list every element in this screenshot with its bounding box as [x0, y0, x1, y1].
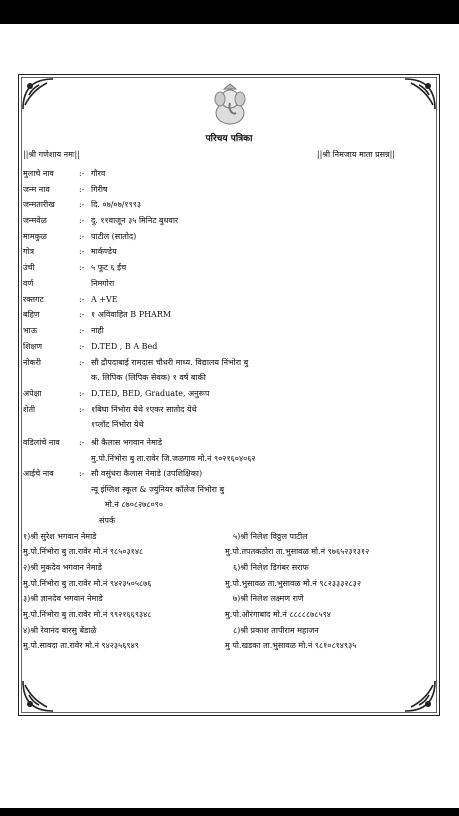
reference-address: मु.पो.भुसावळ ता.भुसावळ मो.नं ९८२३३३२८३२ — [225, 579, 361, 588]
reference-address: मु.पो.निंभोरा बु ता.रावेर मो.नं ९४२३५०५८७६ — [23, 579, 152, 588]
reference-name: ८)श्री प्रकाश तापीराम महाजन — [233, 626, 319, 635]
field-continuation: मो.नं ८७०८२७८०९० — [105, 500, 163, 509]
field-continuation: न्यू इंग्लिश स्कूल & ज्युनियर कॉलेज निंभोरा बु — [91, 485, 225, 494]
corner-ornament-icon — [403, 77, 437, 111]
reference-name: ७)श्री निलेश लक्ष्मण राणे — [233, 594, 304, 603]
reference-address: मु.पो.सावदा ता.रावेर मो.नं ९४२३५६९४९ — [23, 641, 139, 650]
corner-ornament-icon — [403, 679, 437, 713]
reference-name: २)श्री मुकदेव भगवान नेमाडे — [23, 563, 102, 572]
contact-heading: संपर्क — [99, 516, 116, 525]
reference-address: मु.पो.तपतकठोरा ता.भुसावळ मो.नं ९७६५२३१३१२ — [225, 547, 370, 556]
reference-name: १)श्री सुरेश भगवान नेमाडे — [23, 532, 97, 541]
field-row: शिक्षण :- D.TED , B A Bed — [23, 342, 158, 351]
field-row: गोत्र :- मार्कण्डेय — [23, 247, 117, 256]
field-row: जन्मवेळ :- दु. ११वाजून ३५ मिनिट बुधवार — [23, 216, 179, 225]
reference-address: मु.पो.निंभोरा बु ता.रावेर मो.नं ९८५०३१४८ — [23, 547, 144, 556]
corner-ornament-icon — [21, 77, 55, 111]
field-row: अपेक्षा :- D.TED, BED, Graduate, अनुरूप — [23, 389, 210, 398]
field-row: जन्म नाव :- गिरीष — [23, 185, 108, 194]
field-continuation: मु.पो.निंभोरा बु ता.रावेर जि.जळगाव मो.नं ९०२१६०४०६२ — [91, 454, 256, 463]
field-row: मुलाचे नाव :- गौरव — [23, 169, 106, 178]
field-row: बहिण :- १ अविवाहित B PHARM — [23, 310, 172, 319]
document-title: परिचय पत्रिका — [205, 134, 253, 144]
reference-address: मु पो.खडका ता.भुसावळ मो.नं ९८१०८१४९३५ — [225, 641, 357, 650]
reference-name: ३)श्री ज्ञानदेव भगवान नेमाडे — [23, 594, 103, 603]
invocation-right: ||श्री निमजाय माता प्रसन्न|| — [316, 150, 395, 159]
field-continuation: क. लिपिक (लिपिक सेवक) १ वर्ष बाकी — [91, 373, 206, 382]
field-row: रक्तगट :- A +VE — [23, 295, 118, 304]
biodata-page — [18, 74, 440, 716]
field-row: नोकरी :- सौ द्रौपदाबाई रामदास चौधरी माध्य. विद्यालय निंभोरा बु — [23, 358, 249, 367]
field-row: उंची :- ५ फूट ६ ईंच — [23, 263, 127, 272]
reference-name: ६)श्री निलेश डिगंबर सराफ — [233, 563, 309, 572]
invocation-left: ||श्री गणेशाय नमः|| — [23, 150, 80, 159]
field-row: मामकुळ :- पाटील (सातोद) — [23, 232, 137, 241]
reference-name: ४)श्री रेवानंद बारसु बेंडाळे — [23, 626, 97, 635]
field-row: वर्ण निमगोरा — [23, 279, 115, 288]
reference-address: मु.पो.औरंगाबाद मो.नं ८८८८८७८५९४ — [225, 610, 331, 619]
top-status-bar — [0, 0, 459, 24]
field-row: शेती :- १बिघा निंभोरा येथे १एकर सातोद येथे — [23, 405, 197, 414]
field-row: जन्मतारीख :- दि. ०७/०७/१९९३ — [23, 200, 142, 209]
corner-ornament-icon — [21, 679, 55, 713]
field-row: भाऊ :- नाही — [23, 326, 104, 335]
reference-address: मु.पो.निंभोरा बु ता.रावेर मो.नं ९९२१६६९३४८ — [23, 610, 152, 619]
ganesha-icon — [209, 83, 251, 127]
field-continuation: १प्लॉट निंभोरा येथे — [91, 420, 144, 429]
reference-name: ५)श्री निलेश विठ्ठल पाटील — [233, 532, 308, 541]
field-row: आईचे नाव :- सौ वसुंधरा कैलास नेमाडे (उपशिक्षिका) — [23, 469, 203, 478]
bottom-bar — [0, 808, 459, 816]
field-row: वडिलांचे नाव :- श्री कैलास भगवान नेमाडे — [23, 438, 163, 447]
